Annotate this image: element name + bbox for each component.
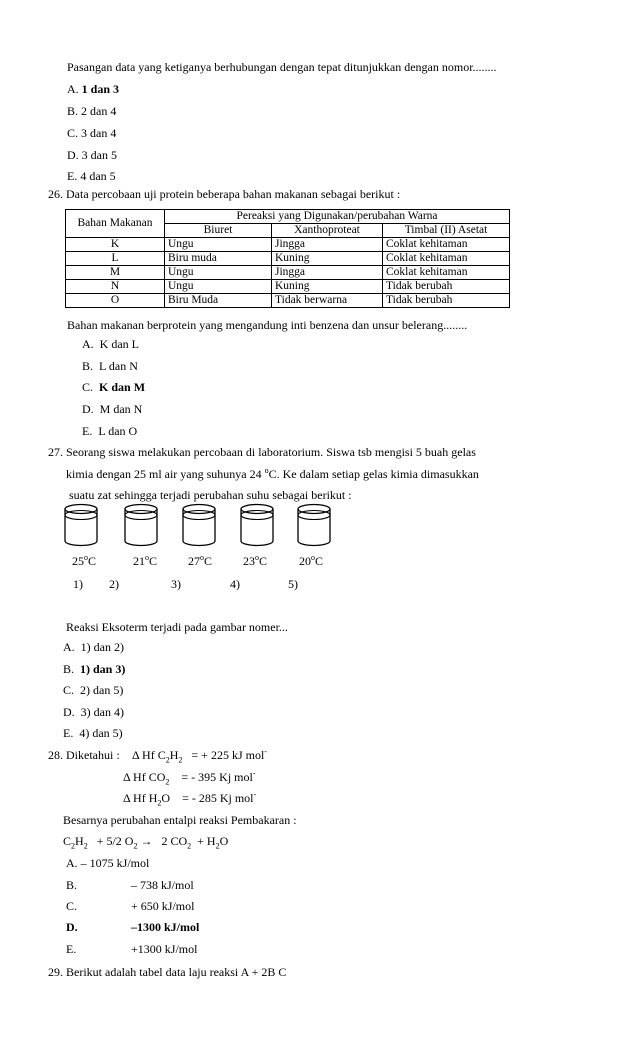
q26-number: 26.: [48, 187, 63, 201]
q28-option-d: D.: [66, 920, 78, 934]
cell-timbal: Coklat kehitaman: [383, 238, 510, 252]
col-timbal-asetat: Timbal (II) Asetat: [383, 224, 510, 238]
table-header-row: [66, 210, 510, 224]
q26-question: Bahan makanan berprotein yang mengandung inti benzena dan unsur belerang........: [67, 318, 468, 332]
cell-timbal: Coklat kehitaman: [383, 266, 510, 280]
q26-option-b: B. L dan N: [82, 359, 138, 373]
reagent-group-header: Pereaksi yang Digunakan/perubahan Warna: [165, 210, 510, 224]
q26-option-a: A. K dan L: [82, 337, 139, 351]
q28-option-e-text: +1300 kJ/mol: [131, 942, 198, 956]
q26-option-e: E. L dan O: [82, 424, 138, 438]
cell-biuret: Biru muda: [165, 252, 272, 266]
cell-biuret: Ungu: [165, 238, 272, 252]
q25-option-d: D. 3 dan 5: [67, 148, 117, 162]
col-xanthoproteat: Xanthoproteat: [272, 224, 383, 238]
cell-xanthoproteat: Kuning: [272, 252, 383, 266]
beaker-1-temp: 25$^o$C: [72, 553, 97, 568]
beaker-4-temp: 23$^o$C: [243, 553, 268, 568]
cell-biuret: Ungu: [165, 266, 272, 280]
q27-line-1: Seorang siswa melakukan percobaan di laboratorium. Siswa tsb mengisi 5 buah gelas: [66, 445, 476, 459]
q25-option-b: B. 2 dan 4: [67, 104, 117, 118]
cell-xanthoproteat: Tidak berwarna: [272, 294, 383, 308]
beaker-1-label: 1): [73, 577, 83, 591]
beaker-icon: [63, 503, 99, 547]
q27-option-d: D. 3) dan 4): [63, 705, 124, 719]
beaker-5-temp: 20$^o$C: [299, 553, 324, 568]
q27-option-b: B. 1) dan 3): [63, 662, 126, 676]
cell-food: M: [66, 266, 165, 280]
q27-option-c: C. 2) dan 5): [63, 683, 124, 697]
table-row: [66, 280, 510, 294]
beaker-5-label: 5): [288, 577, 298, 591]
q28-option-d-text: –1300 kJ/mol: [131, 920, 200, 934]
beaker-2-label: 2): [109, 577, 119, 591]
beaker-4-label: 4): [230, 577, 240, 591]
col-food-header: Bahan Makanan: [66, 210, 165, 238]
q27-line-3: suatu zat sehingga terjadi perubahan suhu sebagai berikut :: [69, 488, 352, 502]
q28-option-b-text: – 738 kJ/mol: [131, 878, 194, 892]
table-row: [66, 252, 510, 266]
cell-xanthoproteat: Kuning: [272, 280, 383, 294]
q28-number: 28.: [48, 748, 63, 762]
q27-question: Reaksi Eksoterm terjadi pada gambar nomer...: [66, 620, 288, 634]
cell-xanthoproteat: Jingga: [272, 238, 383, 252]
beaker-3-label: 3): [171, 577, 181, 591]
q28-data-line-1: Δ Hf $C_2H_2$ = + 225 kJ mol-: [132, 747, 267, 765]
cell-biuret: Ungu: [165, 280, 272, 294]
q28-given-label: Diketahui :: [66, 748, 120, 762]
q25-option-a: A. 1 dan 3: [67, 82, 120, 96]
protein-test-table: [65, 209, 510, 308]
cell-food: L: [66, 252, 165, 266]
q27-line-2: kimia dengan 25 ml air yang suhunya 24 $^o$C. Ke dalam setiap gelas kimia dimasukkan: [66, 466, 479, 481]
cell-food: O: [66, 294, 165, 308]
q27-option-a: A. 1) dan 2): [63, 640, 124, 654]
cell-timbal: Tidak berubah: [383, 280, 510, 294]
q25-option-e: E. 4 dan 5: [67, 169, 116, 183]
q25-option-c: C. 3 dan 4: [67, 126, 117, 140]
beaker-icon: [181, 503, 217, 547]
q27-option-e: E. 4) dan 5): [63, 726, 123, 740]
beaker-icon: [239, 503, 275, 547]
q28-data-line-3: Δ Hf $H_2O$ = - 285 Kj mol-: [123, 790, 257, 808]
q26-option-d: D. M dan N: [82, 402, 143, 416]
q28-question: Besarnya perubahan entalpi reaksi Pembakaran :: [63, 813, 297, 827]
cell-food: K: [66, 238, 165, 252]
table-row: [66, 238, 510, 252]
q29-line: 29. Berikut adalah tabel data laju reaksi A + 2B C: [48, 965, 287, 979]
q25-stem: Pasangan data yang ketiganya berhubungan dengan tepat ditunjukkan dengan nomor........: [67, 60, 497, 74]
q28-option-b: B.: [66, 878, 78, 892]
beaker-3-temp: 27$^o$C: [188, 553, 213, 568]
q28-option-e: E.: [66, 942, 77, 956]
q26-stem: Data percobaan uji protein beberapa bahan makanan sebagai berikut :: [66, 187, 401, 201]
q28-option-c: C.: [66, 899, 78, 913]
beaker-2-temp: 21$^o$C: [133, 553, 158, 568]
beaker-icon: [296, 503, 332, 547]
col-biuret: Biuret: [165, 224, 272, 238]
cell-biuret: Biru Muda: [165, 294, 272, 308]
q28-data-line-2: Δ Hf $CO_2$ = - 395 Kj mol-: [123, 769, 256, 787]
beaker-icon: [123, 503, 159, 547]
table-row: [66, 266, 510, 280]
q27-number: 27.: [48, 445, 63, 459]
table-row: [66, 294, 510, 308]
cell-timbal: Tidak berubah: [383, 294, 510, 308]
cell-food: N: [66, 280, 165, 294]
q28-option-a: A. – 1075 kJ/mol: [66, 856, 150, 870]
q26-option-c: C. K dan M: [82, 380, 146, 394]
cell-xanthoproteat: Jingga: [272, 266, 383, 280]
q28-reaction: $C_2H_2$ + 5/2 $O_2$ → 2 $CO_2 + H_2O$: [63, 834, 229, 851]
cell-timbal: Coklat kehitaman: [383, 252, 510, 266]
q28-option-c-text: + 650 kJ/mol: [131, 899, 195, 913]
